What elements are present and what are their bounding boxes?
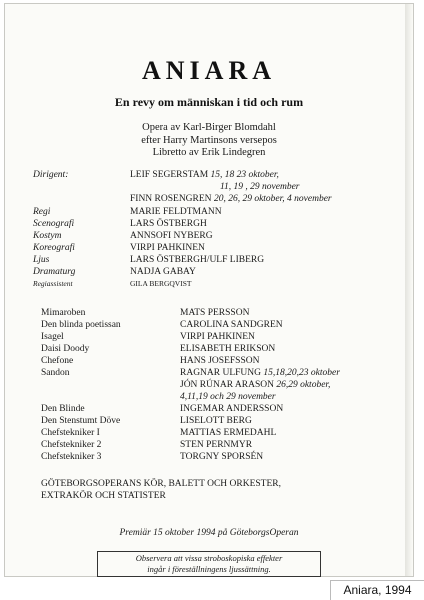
cast-row [41,440,413,452]
opera-subtitle: En revy om människan i tid och rum [114,95,304,109]
notice-line: Observera att vissa stroboskopiska effekter [135,553,283,563]
ensemble-credit [41,478,413,502]
staff-role: Regi [33,207,51,217]
cast-row [41,428,413,440]
strobe-notice-box [97,551,321,577]
staff-role: Dirigent: [33,170,69,180]
staff-name: MARIE FELDTMANN [130,207,222,217]
cast-row [41,344,413,356]
staff-role: Koreografi [33,243,75,253]
staff-role: Kostym [33,231,62,241]
cast-name: CAROLINA SANDGREN [180,320,283,330]
staff-role: Scenografi [33,219,75,229]
cast-role: Den Blinde [41,404,85,414]
cast-name: VIRPI PAHKINEN [180,332,255,342]
cast-name: HANS JOSEFSSON [180,356,260,366]
cast-row [41,356,413,368]
cast-role: Sandon [41,368,70,378]
staff-name: FINN ROSENGREN 20, 26, 29 oktober, 4 november [130,194,332,204]
cast-name: LISELOTT BERG [180,416,252,426]
image-caption: Aniara, 1994 [330,580,424,600]
staff-row [33,207,413,219]
staff-name: VIRPI PAHKINEN [130,243,205,253]
credit-line-libretto: Libretto av Erik Lindegren [152,147,266,158]
cast-name: TORGNY SPORSÉN [180,452,264,462]
cast-row [41,392,413,404]
cast-name: MATS PERSSON [180,308,250,318]
staff-row [33,219,413,231]
staff-name: LARS ÖSTBERGH [130,219,207,229]
cast-name: INGEMAR ANDERSSON [180,404,284,414]
cast-role: Chefstekniker 2 [41,440,102,450]
staff-role: Dramaturg [33,267,76,277]
cast-name: MATTIAS ERMEDAHL [180,428,277,438]
staff-name: ANNSOFI NYBERG [130,231,213,241]
cast-role: Daisi Doody [41,344,90,354]
staff-row [33,279,413,291]
staff-row [33,231,413,243]
cast-row [41,452,413,464]
cast-role: Isagel [41,332,64,342]
program-page [4,3,414,577]
cast-name: JÓN RÚNAR ARASON 26,29 oktober, [180,380,331,390]
cast-name: ELISABETH ERIKSON [180,344,276,354]
credits-block [5,122,413,160]
staff-role: Regiassistent [33,279,73,288]
staff-row [33,255,413,267]
staff-row [33,267,413,279]
cast-role: Den Stenstumt Döve [41,416,121,426]
credit-line-composer: Opera av Karl-Birger Blomdahl [142,122,276,133]
cast-row [41,320,413,332]
cast-row [41,332,413,344]
staff-row [33,243,413,255]
cast-role: Chefstekniker 3 [41,452,102,462]
cast-row [41,380,413,392]
cast-role: Chefone [41,356,74,366]
staff-role: Ljus [33,255,50,265]
cast-role: Den blinda poetissan [41,320,121,330]
ensemble-line: EXTRAKÖR OCH STATISTER [41,491,166,501]
cast-note: 4,11,19 och 29 november [180,392,276,402]
opera-title: ANIARA [142,56,276,85]
cast-row [41,404,413,416]
cast-row [41,308,413,320]
staff-note: 11, 19 , 29 november [220,182,300,192]
credit-line-source: efter Harry Martinsons versepos [141,134,277,146]
cast-row [41,368,413,380]
staff-name: LARS ÖSTBERGH/ULF LIBERG [130,255,265,265]
ensemble-line: GÖTEBORGSOPERANS KÖR, BALETT OCH ORKESTER, [41,479,281,489]
notice-line: ingår i föreställningens ljussättning. [147,564,271,574]
cast-row [41,416,413,428]
cast-role: Chefstekniker I [41,428,100,438]
staff-name: LEIF SEGERSTAM 15, 18 23 oktober, [130,170,279,180]
cast-name: STEN PERNMYR [180,440,253,450]
premiere-line: Premiär 15 oktober 1994 på GöteborgsOperan [119,528,299,538]
staff-row [33,194,413,206]
staff-name: NADJA GABAY [130,267,196,277]
staff-row [33,170,413,182]
cast-name: RAGNAR ULFUNG 15,18,20,23 oktober [180,368,340,378]
cast-role: Mimaroben [41,308,86,318]
staff-name: GILA BERGQVIST [130,279,192,288]
staff-row [33,182,413,194]
